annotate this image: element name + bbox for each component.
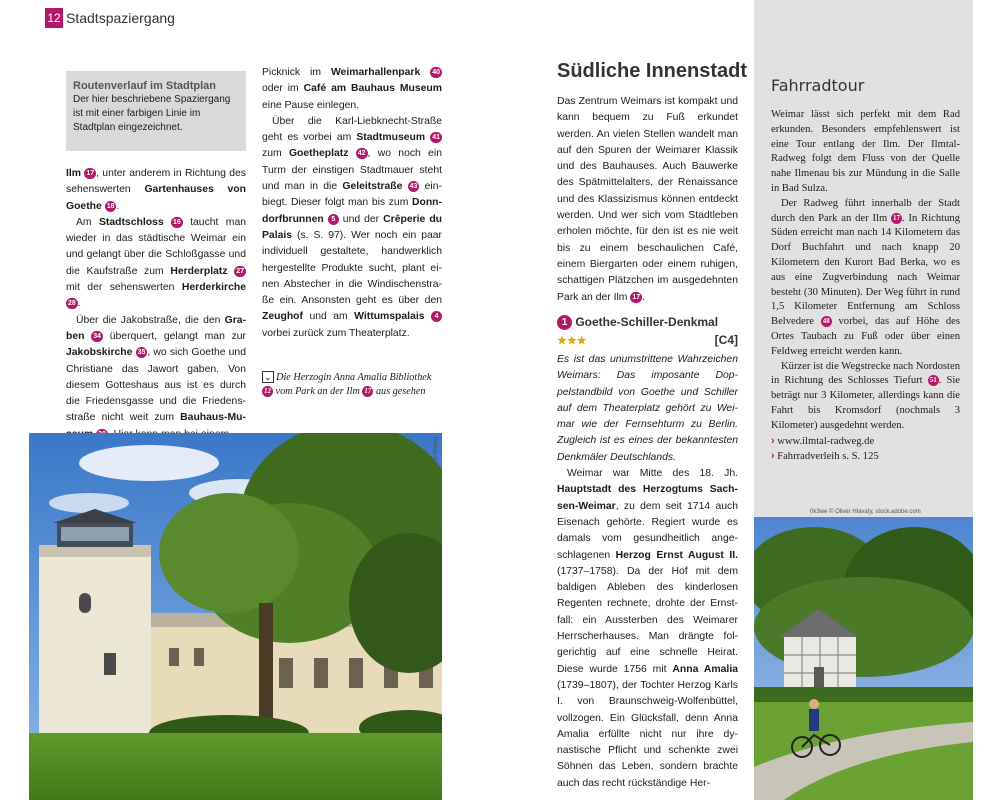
- garden-house-photo: [754, 517, 973, 800]
- page-number-left: 12: [45, 8, 63, 28]
- text-column-2: Picknick im Weimarhallenpark 40 oder im Café am Bauhaus Museum eine Pause einlegen. Über die Karl-Liebknecht-Straße geht es vorbei am Stadtmuseum 41 zum Goetheplatz 42 , wo noch ein Turm der einstigen Stadtmauer steht und man in die Geleitstraße 43 einbiegt. Dieser folgt man bis zum Donndorfbrunnen 5 und der Crêperie du Palais (s. S. 97). Wer noch ein paar individuell gestaltete, handwerklich hergestellte Produkte sucht, plant einen Abstecher in die Windischenstraße ein. Ansonsten geht es über den Zeughof und am Wittumspalais 4 vorbei zurück zum Theaterplatz.: [262, 67, 443, 339]
- section-intro: Das Zentrum Weimars ist kompakt und kann bequem zu Fuß erkundet werden. An vielen Stellen wandelt man auf den Spuren der Weimarer Klassik und des Bauhauses. Auch Bauwerke des Spätmittelalters, der Renaissance und des Klassizismus können entdeckt werden. Und wer sich vom Stadtleben erholen möchte, für den ist es nie weit bis zu einem beschaulichen Café, einem Biergarten oder einem ruhigen, schattigen Plätzchen im ausgedehnten Park an der Ilm 17 .: [557, 96, 738, 303]
- rating-stars: ★★★: [557, 335, 587, 347]
- route-box-text: Der hier beschriebene Spaziergang ist mit einer farbigen Linie im Stadtplan eingezeichnet.: [73, 94, 231, 133]
- sidebar-text: Weimar lässt sich perfekt mit dem Rad erkunden. Besonders empfehlenswert ist eine Tour entlang der Ilm. Der Ilmtal-Radweg folgt dem Fluss von der Quelle nahe Ilmenau bis zur Mündung in die Salle in Bad Sulza. Der Radweg führt innerhalb der Stadt durch den Park an der Ilm 17 . In Richtung Süden erreicht man nach 14 Kilometern das Dorf Buchfahrt und nach knapp 20 Kilometern den Kurort Bad Berka, wo es aus eine Zugverbindung nach Weimar besteht (30 Minuten). Der Weg führt in rund 1,5 Kilometer Entfernung am Schloss Belvedere 48 vorbei, das auf Höhe des Ortes Taubach zu Fuß oder über einen Feldweg erreicht werden kann. Kürzer ist die Wegstrecke nach Nordosten in Richtung des Schlosses Tiefurt 51 . Sie beträgt nur 3 Kilometer, allerdings kann die Fahrt bis Kromsdorf (nochmals 3 Kilometer) ausgedehnt werden. › www.ilmtal-radweg.de › Fahrradverleih s. S. 125: [771, 109, 961, 463]
- link-arrow-icon: ›: [771, 450, 775, 463]
- route-box-title: Routenverlauf im Stadtplan: [73, 80, 217, 92]
- sight-number: 1: [557, 315, 572, 330]
- sight-heading: [557, 313, 738, 350]
- library-photo: [29, 433, 442, 800]
- running-title-left: Stadtspaziergang: [66, 10, 175, 26]
- route-info-box: [66, 71, 246, 151]
- photo-credit-2: 0k3we © Oliver Hlavaty, stock.adobe.com: [810, 509, 921, 515]
- caption-number-2: 17: [364, 387, 372, 395]
- cycling-sidebar: [754, 0, 973, 517]
- caption-middle: vom Park an der Ilm: [275, 386, 360, 397]
- text-column-1: Ilm 17 , unter anderem in Richtung des sehenswerten Gartenhauses von Goethe 18 . Am Stadtschloss 16 taucht man wieder in das städtische Weimar ein und gelangt über die Schloßgasse und die Kaufstraße zum Herderplatz 27 mit der sehenswerten Herderkirche 28 . Über die Jakobstraße, die den Graben 34 überquert, gelangt man zur Jakobskirche 35 , wo sich Goethe und Christiane das Jawort gaben. Von diesem Gotteshaus aus ist es durch die Friedensgasse und die Friedensstraße nicht weit zum Bauhaus-Mu: [66, 166, 246, 443]
- sight-description: Es ist das unumstrittene Wahrzeichen Weimars: Das imposante Doppelstandbild von Goethe und Schiller auf dem Theaterplatz gehört zu Weimar wie der Fernsehturm zu Berlin. Zugleich ist es eines der bekanntesten Denkmäler Deutschlands. Weimar war Mitte des 18. Jh. Hauptstadt des Herzogtums Sachsen-Weimar, zu dem seit 1714 auch Eisenach gehörte. Regiert wurde es damals vom gesundheitlich angeschlagenen Herzog Ernst August II. (1737–1758). Da der Hof mit dem baldigen Ableben des kinderlosen Regenten rechnete, drohte der Ernstfall: ein Aussterben des Weimarer Herrscherhauses. Man drängte folgerichtig auf eine schnelle Heirat. Diese wurde 1756 mit Anna Amalia (1739–1807), der Tochter Herzog Karls I. von Braunschweig-Wolfenbüttel, vollzogen. Ein Glücksfall, denn Anna Amalia erfüllte nicht nur ihre dynastische Pflicht und schenkte zwei Söhnen das Leben, sondern brachte auch das recht rückständige Her-: [557, 354, 738, 789]
- section-title: Südliche Innenstadt: [557, 60, 748, 82]
- caption-marker-icon: ⌄: [264, 372, 272, 382]
- caption-number: 12: [264, 387, 271, 395]
- photo-credit-1: 088we fmt: [431, 437, 437, 465]
- link-arrow-icon: ›: [771, 434, 775, 447]
- sidebar-link-web[interactable]: www.ilmtal-radweg.de: [777, 435, 875, 447]
- caption-suffix: aus gesehen: [375, 386, 426, 397]
- map-grid-ref: [C4]: [714, 333, 738, 347]
- sidebar-link-rental[interactable]: Fahrradverleih s. S. 125: [777, 451, 879, 463]
- caption-prefix: Die Herzogin Anna Amalia Bibliothek: [276, 372, 432, 383]
- photo-caption: [262, 370, 442, 399]
- sight-name: Goethe-Schiller-Denkmal: [575, 315, 719, 329]
- sidebar-title: Fahrradtour: [771, 76, 865, 95]
